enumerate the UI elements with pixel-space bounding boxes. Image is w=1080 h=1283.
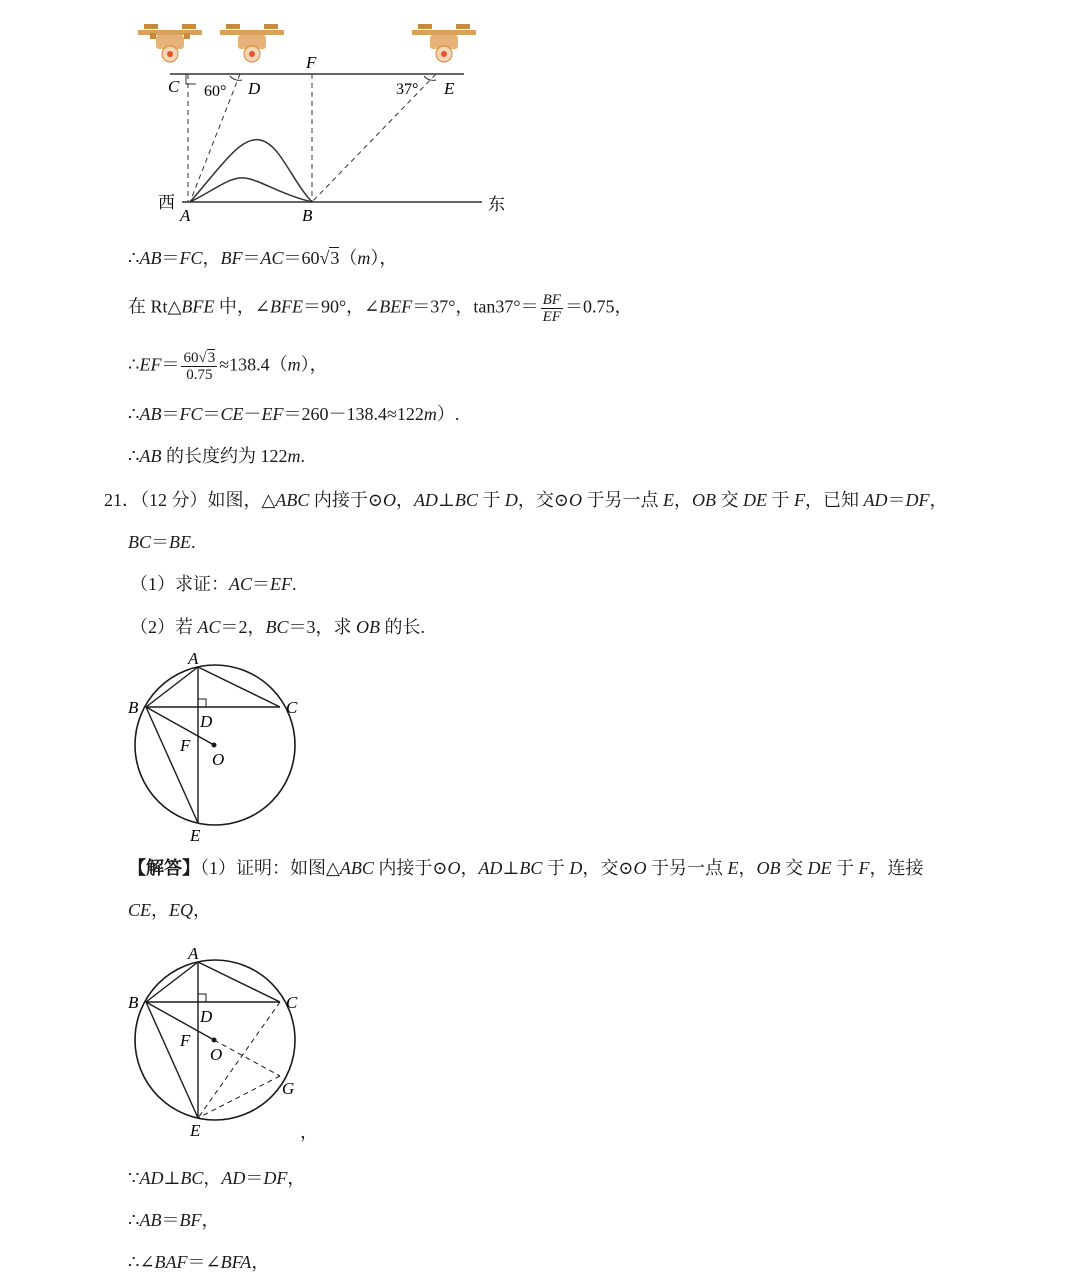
text: E [727, 858, 739, 878]
text: ， [673, 490, 692, 510]
text: ＝260－138.4≈122 [283, 404, 424, 424]
answer-label: 【解答】 [128, 858, 200, 878]
text: AD [139, 1168, 164, 1188]
text: BF [179, 1210, 202, 1230]
fraction-bf-ef [541, 292, 563, 325]
text: BF [542, 292, 561, 308]
text: EF [139, 354, 162, 375]
text: 于 [831, 858, 859, 878]
label-angle-60: 60° [204, 83, 227, 100]
text: ∴ [128, 248, 140, 268]
drone-icon [220, 24, 284, 62]
label-e: E [190, 1121, 201, 1140]
circle-figure-1 [120, 645, 320, 845]
text: . [191, 532, 196, 552]
text: E [662, 490, 674, 510]
text: OB [756, 858, 781, 878]
problem21-line1 [104, 488, 947, 512]
text: AC [260, 248, 284, 268]
text: 21．（12 分）如图，△ [104, 490, 276, 510]
answer21-line5 [128, 1250, 269, 1274]
text: ＝ [151, 532, 170, 552]
text: ＝37°，tan37°＝ [412, 296, 539, 317]
text: OB [356, 617, 381, 637]
text: ＝90°，∠ [302, 296, 380, 317]
text: － [243, 404, 262, 424]
text: CE [128, 900, 152, 920]
text: ≈138.4（ [219, 354, 288, 375]
label-c: C [168, 77, 180, 96]
text: 0.75 [186, 367, 213, 383]
label-a: A [188, 649, 199, 668]
text: ＝ [252, 574, 271, 594]
label-o: O [212, 750, 225, 769]
text: 内接于⊙ [309, 490, 383, 510]
text: AD [478, 858, 503, 878]
drone-figure [130, 18, 520, 228]
text: AC [197, 617, 221, 637]
text: AD [863, 490, 888, 510]
text: ， [202, 248, 221, 268]
answer21-line2 [128, 898, 211, 922]
text: D [504, 490, 518, 510]
text: ，连接 [869, 858, 924, 878]
text: BAF [154, 1252, 188, 1272]
text: O [568, 490, 582, 510]
text: O [633, 858, 647, 878]
label-e: E [444, 79, 455, 98]
text: AB [139, 1210, 162, 1230]
text: BFA [220, 1252, 252, 1272]
text: 3 [207, 350, 216, 366]
text: （2）若 [130, 617, 198, 637]
label-f: F [180, 736, 191, 755]
text: EQ [169, 900, 194, 920]
text: ABC [339, 858, 374, 878]
text: DF [263, 1168, 288, 1188]
text: ＝0.75， [564, 296, 633, 317]
text: ， [287, 1168, 306, 1188]
text: ＝ [245, 1168, 264, 1188]
problem21-question2 [130, 615, 425, 639]
label-angle-37: 37° [396, 81, 419, 98]
text: ∴ [128, 1210, 140, 1230]
text: 于 [542, 858, 570, 878]
text: 中，∠ [214, 296, 270, 317]
label-d: D [248, 79, 261, 98]
text: 内接于⊙ [373, 858, 448, 878]
label-d: D [200, 1007, 213, 1026]
fraction-ef: $\frac{60√3}{0.75}$ [183, 350, 216, 383]
text: DE [807, 858, 832, 878]
text: BC [180, 1168, 204, 1188]
text: . [292, 574, 297, 594]
answer21-line4 [128, 1208, 219, 1232]
text: ∵ [128, 1168, 140, 1188]
text: ＝ [161, 1210, 180, 1230]
text: m [287, 354, 301, 375]
text: m [423, 404, 437, 424]
text: BE [169, 532, 192, 552]
label-c: C [286, 698, 298, 717]
text: 的长. [380, 617, 426, 637]
text: AD [221, 1168, 246, 1188]
text: ， [201, 1210, 220, 1230]
text: BFE [269, 296, 303, 317]
text: AD [413, 490, 438, 510]
text: ， [460, 858, 479, 878]
text: ，交⊙ [582, 858, 634, 878]
text: CE [220, 404, 244, 424]
text: 于 [766, 490, 794, 510]
text: ＝ [161, 404, 180, 424]
text: ）. [436, 404, 460, 424]
label-a: A [180, 206, 191, 225]
text: BFE [181, 296, 215, 317]
text: D [569, 858, 583, 878]
text: ∴ [128, 446, 140, 466]
label-f: F [306, 53, 317, 72]
figure-trailing-comma: ， [300, 1122, 318, 1142]
text: BC [265, 617, 289, 637]
text: BC [454, 490, 478, 510]
solution20-line4 [128, 402, 459, 426]
text: ＝∠ [187, 1252, 221, 1272]
problem21-question1 [130, 572, 297, 596]
text: （1）求证： [130, 574, 229, 594]
solution20-line1: ∴AB＝FC，BF＝AC＝60√3（m）， [128, 248, 398, 268]
text: BC [519, 858, 543, 878]
text: BF [220, 248, 243, 268]
text: AC [229, 574, 253, 594]
label-f: F [180, 1031, 191, 1050]
text: ， [929, 490, 948, 510]
text: AB [139, 446, 162, 466]
text: 于 [477, 490, 505, 510]
problem21-line2 [128, 530, 196, 554]
text: DF [905, 490, 930, 510]
text: 交 [780, 858, 808, 878]
text: 于另一点 [581, 490, 663, 510]
label-c: C [286, 993, 298, 1012]
text: 的长度约为 122 [161, 446, 288, 466]
solution20-line2 [128, 292, 632, 325]
text: . [300, 446, 305, 466]
text: ∴ [128, 354, 140, 375]
text: ⊥ [502, 858, 520, 878]
text: 在 Rt△ [128, 296, 182, 317]
text: ＝ [887, 490, 906, 510]
label-g: G [282, 1079, 295, 1098]
drone-icon [138, 24, 202, 62]
text: ， [151, 900, 170, 920]
text: DE [742, 490, 767, 510]
text: ，交⊙ [517, 490, 569, 510]
text: OB [691, 490, 716, 510]
text: ）， [370, 248, 398, 268]
text: F [858, 858, 870, 878]
text: 3 [330, 248, 340, 268]
text: ）， [300, 354, 328, 375]
text: ＝60 [283, 248, 320, 268]
solution20-line3 [128, 350, 328, 383]
text: FC [179, 404, 203, 424]
label-d: D [200, 712, 213, 731]
text: ∴ [128, 404, 140, 424]
answer21-line1 [128, 856, 923, 880]
text: ＝2， [220, 617, 266, 637]
label-e: E [190, 826, 201, 845]
solution20-line5 [128, 444, 305, 468]
text: ＝ [161, 248, 180, 268]
text: ABC [275, 490, 310, 510]
text: m [357, 248, 371, 268]
text: 60 [183, 350, 199, 366]
answer21-line3 [128, 1166, 305, 1190]
text: F [793, 490, 805, 510]
label-o: O [210, 1045, 223, 1064]
text: ＝ [202, 404, 221, 424]
text: （ [339, 248, 358, 268]
label-west: 西 [158, 193, 175, 212]
text: BC [128, 532, 152, 552]
text: AB [139, 248, 162, 268]
text: ， [203, 1168, 222, 1188]
text: ＝ [161, 354, 180, 375]
label-b: B [128, 698, 139, 717]
text: m [287, 446, 301, 466]
text: ∴∠ [128, 1252, 155, 1272]
text: （1）证明：如图△ [200, 858, 340, 878]
text: ⊥ [437, 490, 455, 510]
text: O [382, 490, 396, 510]
label-a: A [188, 944, 199, 963]
text: O [447, 858, 461, 878]
text: ， [193, 900, 212, 920]
text: ，已知 [804, 490, 864, 510]
text: EF [542, 309, 561, 325]
label-b: B [302, 206, 313, 225]
label-east: 东 [488, 195, 505, 214]
text: ＝3，求 [288, 617, 357, 637]
text: ， [395, 490, 414, 510]
text: EF [261, 404, 284, 424]
text: ⊥ [163, 1168, 181, 1188]
text: ， [738, 858, 757, 878]
text: 于另一点 [646, 858, 728, 878]
circle-figure-2 [120, 940, 320, 1142]
text: EF [270, 574, 293, 594]
drone-icon [412, 24, 476, 62]
label-b: B [128, 993, 139, 1012]
text: 交 [715, 490, 743, 510]
text: BEF [379, 296, 413, 317]
text: AB [139, 404, 162, 424]
text: ， [251, 1252, 270, 1272]
text: FC [179, 248, 203, 268]
text: ＝ [242, 248, 261, 268]
